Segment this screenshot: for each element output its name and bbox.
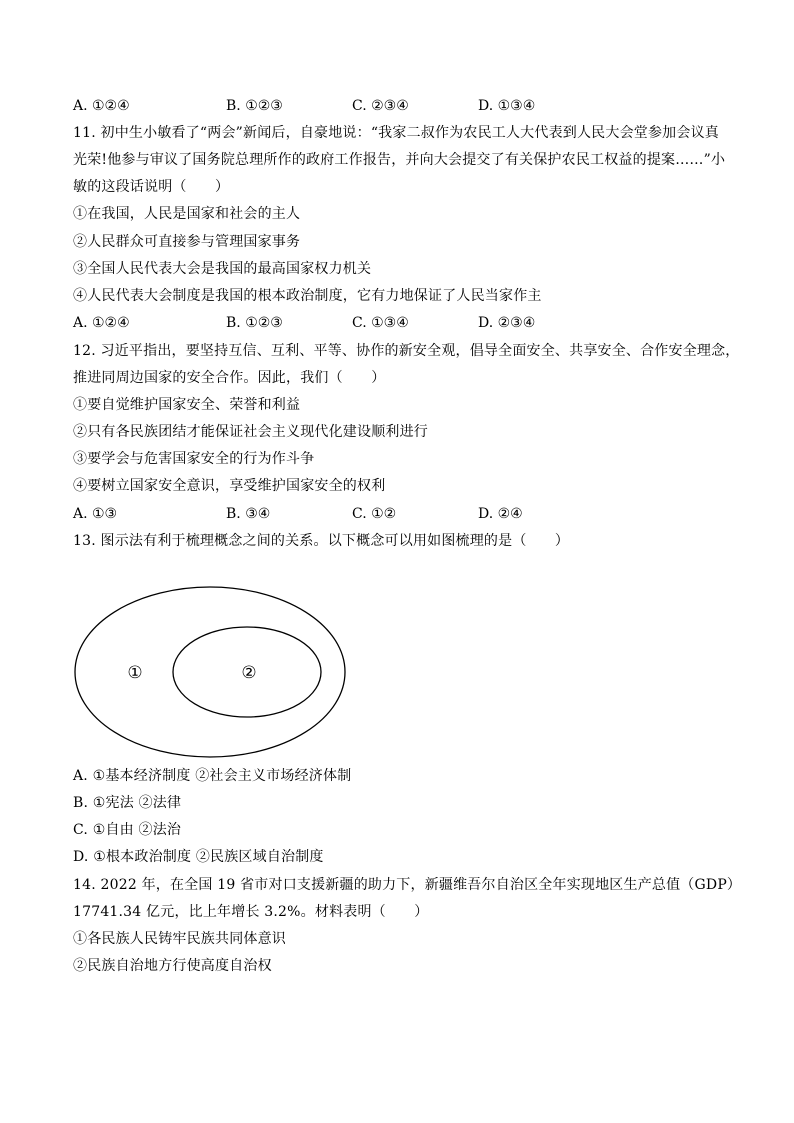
concept-diagram xyxy=(72,586,352,762)
outer-label: ① xyxy=(127,663,143,683)
q11-statement-2: ②人民群众可直接参与管理国家事务 xyxy=(73,234,301,250)
q12-option-a[interactable]: A. ①③ xyxy=(73,506,118,522)
q11-option-c[interactable]: C. ①③④ xyxy=(352,315,409,331)
q13-option-a[interactable]: A. ①基本经济制度 ②社会主义市场经济体制 xyxy=(73,768,352,784)
q12-statement-3: ③要学会与危害国家安全的行为作斗争 xyxy=(73,451,315,467)
q12-option-d[interactable]: D. ②④ xyxy=(478,506,523,522)
q14-statement-1: ①各民族人民铸牢民族共同体意识 xyxy=(73,931,286,947)
q11-option-a[interactable]: A. ①②④ xyxy=(73,315,130,331)
q11-option-d[interactable]: D. ②③④ xyxy=(478,315,536,331)
q11-stem-line-3: 敏的这段话说明（ ） xyxy=(73,179,230,195)
q11-option-b[interactable]: B. ①②③ xyxy=(226,315,283,331)
q12-option-b[interactable]: B. ③④ xyxy=(226,506,271,522)
q10-option-b[interactable]: B. ①②③ xyxy=(226,98,283,114)
q14-statement-2: ②民族自治地方行使高度自治权 xyxy=(73,958,272,974)
q12-stem-line-1: 12. 习近平指出，要坚持互信、互利、平等、协作的新安全观，倡导全面安全、共享安全、合作安全理念， xyxy=(73,343,740,359)
q12-statement-2: ②只有各民族团结才能保证社会主义现代化建设顺利进行 xyxy=(73,424,428,440)
q13-stem-line-1: 13. 图示法有利于梳理概念之间的关系。以下概念可以用如图梳理的是（ ） xyxy=(73,533,570,549)
q11-stem-line-1: 11. 初中生小敏看了“两会”新闻后，自豪地说：“我家二叔作为农民工人大代表到人民大会堂参加会议真 xyxy=(73,125,719,141)
q11-statement-4: ④人民代表大会制度是我国的根本政治制度，它有力地保证了人民当家作主 xyxy=(73,288,542,304)
q11-statement-3: ③全国人民代表大会是我国的最高国家权力机关 xyxy=(73,261,372,277)
q13-option-d[interactable]: D. ①根本政治制度 ②民族区域自治制度 xyxy=(73,849,324,865)
q14-stem-line-1: 14. 2022 年，在全国 19 省市对口支援新疆的助力下，新疆维吾尔自治区全年实现地区生产总值（GDP） xyxy=(73,877,742,893)
q10-option-a[interactable]: A. ①②④ xyxy=(73,98,130,114)
q10-option-c[interactable]: C. ②③④ xyxy=(352,98,409,114)
q12-option-c[interactable]: C. ①② xyxy=(352,506,397,522)
q12-statement-1: ①要自觉维护国家安全、荣誉和利益 xyxy=(73,397,301,413)
q10-option-d[interactable]: D. ①③④ xyxy=(478,98,536,114)
inner-label: ② xyxy=(241,663,257,683)
q11-stem-line-2: 光荣!他参与审议了国务院总理所作的政府工作报告，并向大会提交了有关保护农民工权益的提案……”小 xyxy=(73,152,726,168)
q11-statement-1: ①在我国，人民是国家和社会的主人 xyxy=(73,206,301,222)
q12-statement-4: ④要树立国家安全意识，享受维护国家安全的权利 xyxy=(73,478,386,494)
q13-option-b[interactable]: B. ①宪法 ②法律 xyxy=(73,795,182,811)
q12-stem-line-2: 推进同周边国家的安全合作。因此，我们（ ） xyxy=(73,370,386,386)
outer-ellipse xyxy=(75,587,345,757)
q13-option-c[interactable]: C. ①自由 ②法治 xyxy=(73,822,182,838)
q14-stem-line-2: 17741.34 亿元，比上年增长 3.2%。材料表明（ ） xyxy=(73,904,429,920)
